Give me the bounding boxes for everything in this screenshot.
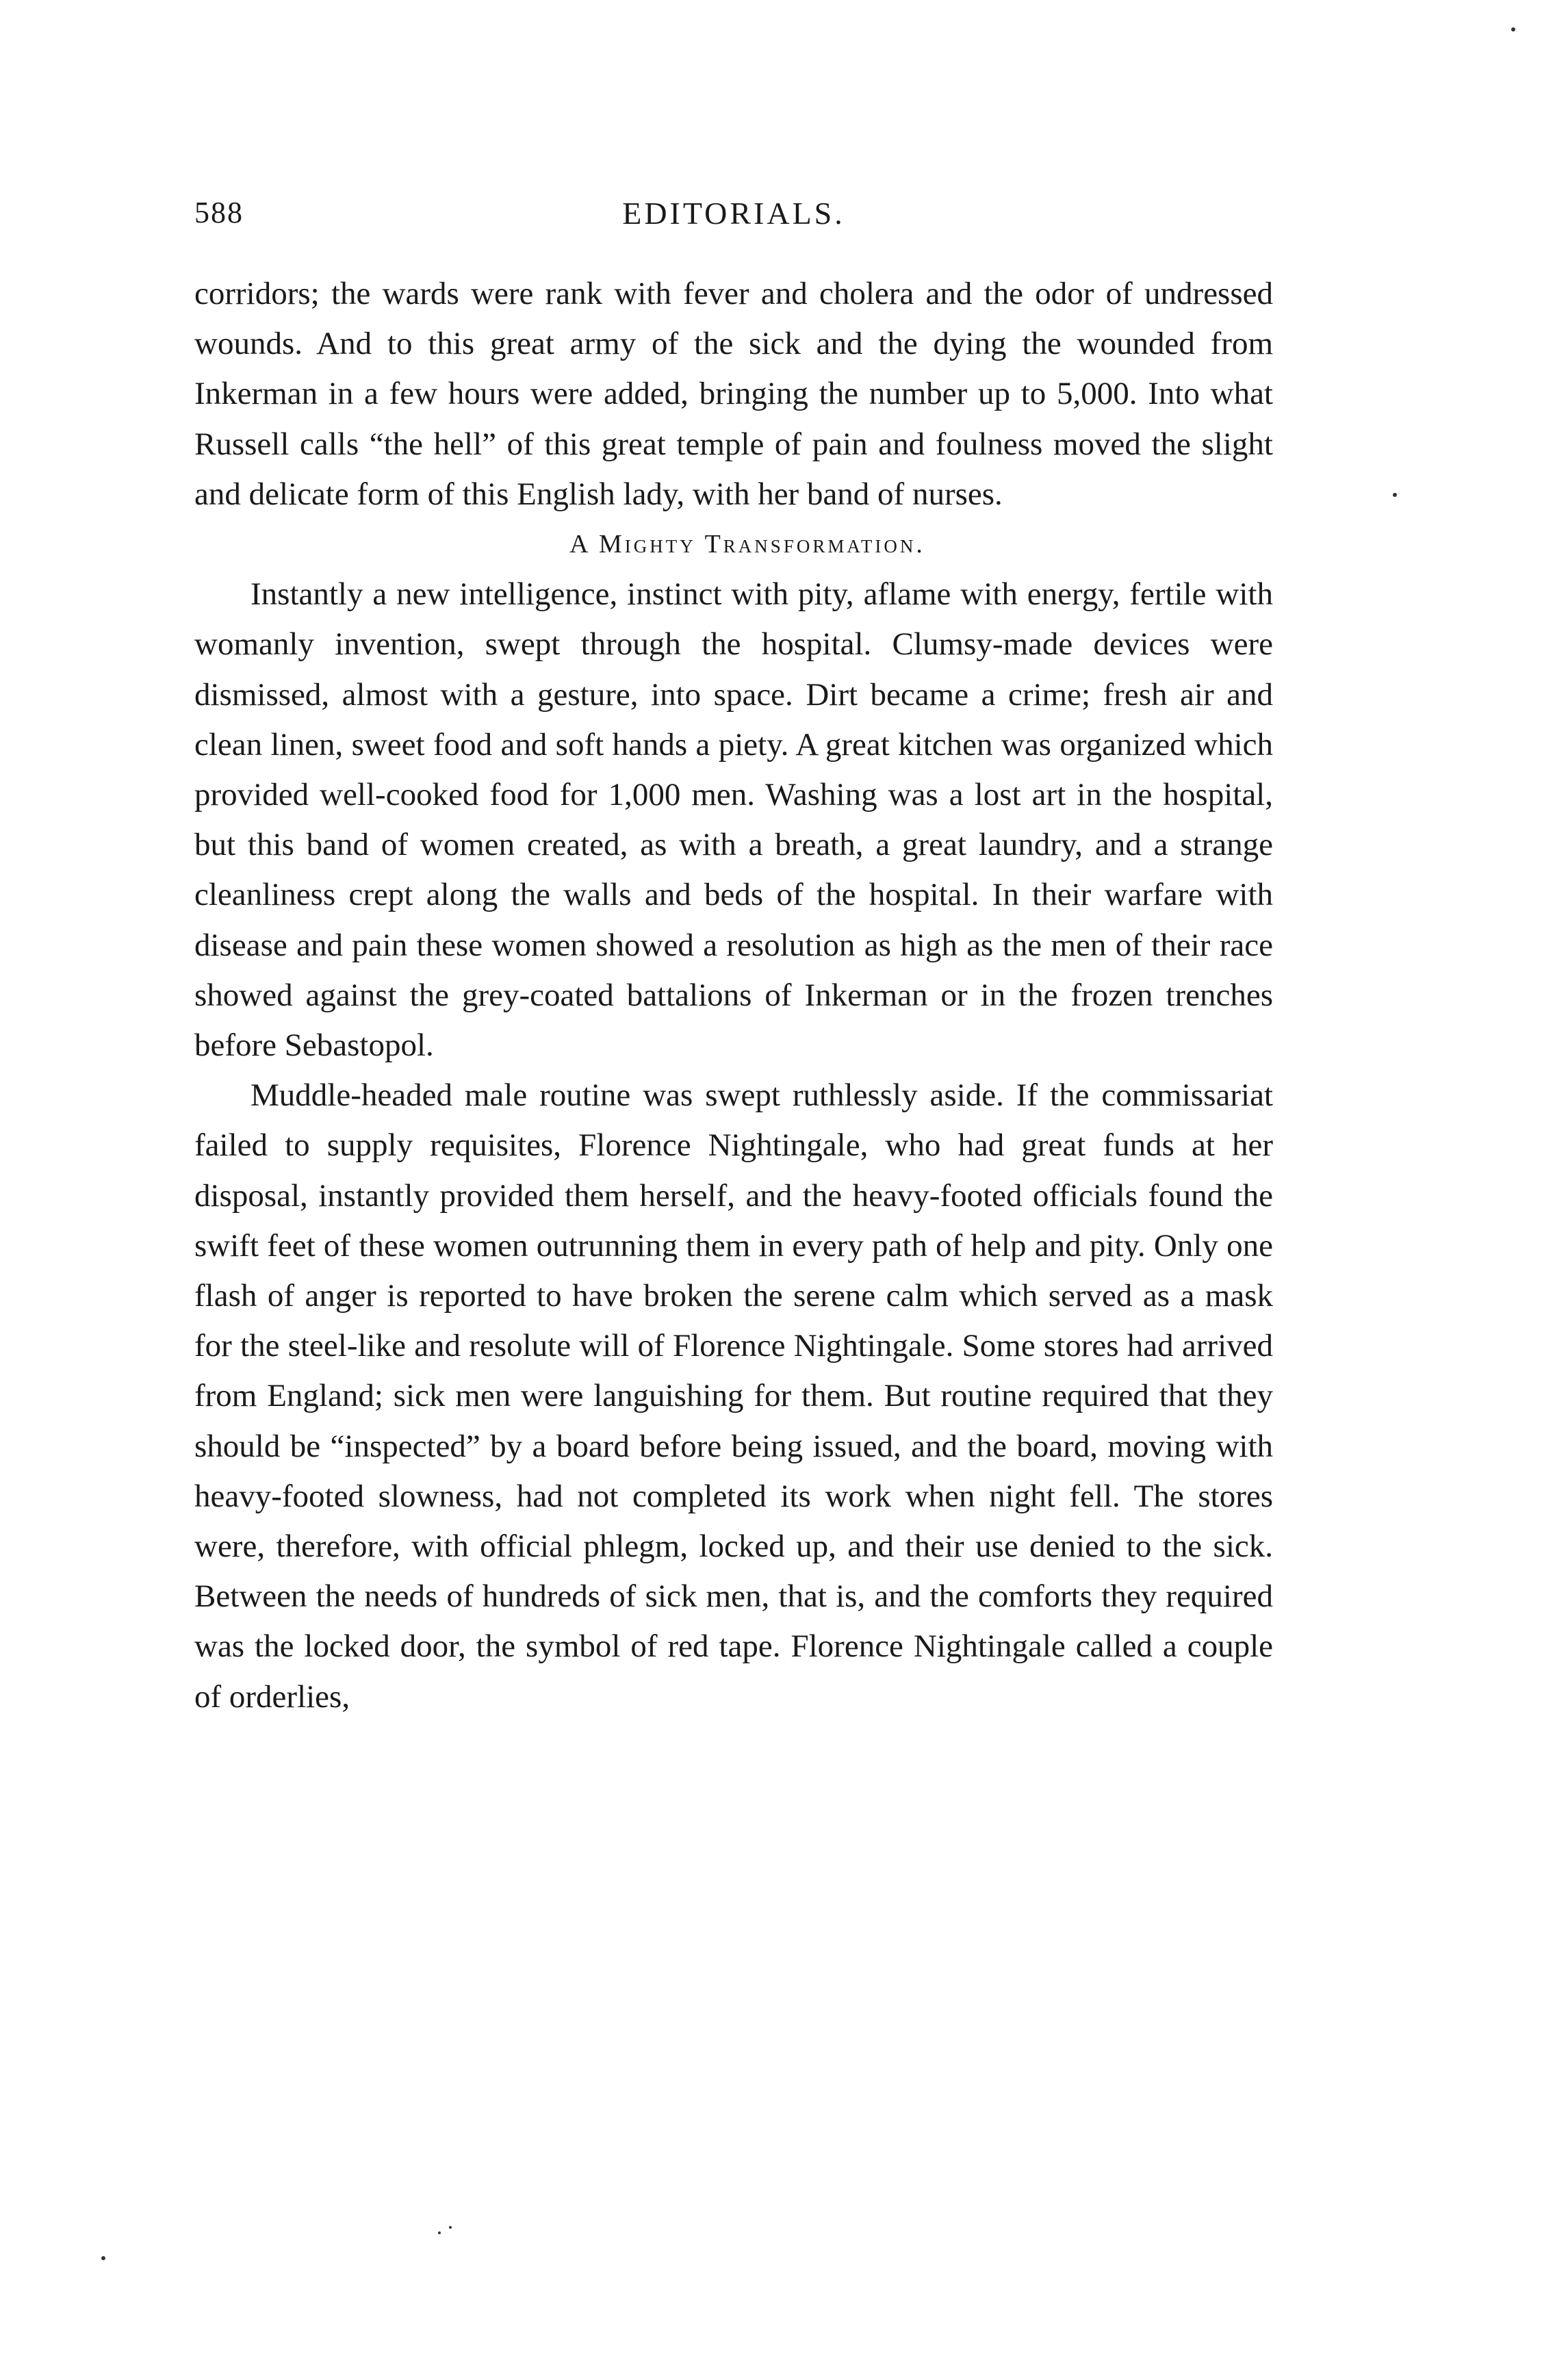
print-speck	[438, 2231, 441, 2234]
paragraph-2: Instantly a new intelligence, instinct with pity, aflame with energy, fertile with womanly invention, swept through the hospital. Clumsy-made devices were dismissed, almost with a gesture, into space. Dirt became a crime; fresh air and clean linen, sweet food and soft hands a piety. A great kitchen was organized which provided well-cooked food for 1,000 men. Washing was a lost art in the hospital, but this band of women created, as with a breath, a great laundry, and a strange cleanliness crept along the walls and beds of the hospital. In their warfare with disease and pain these women showed a resolution as high as the men of their race showed against the grey-coated battalions of Inkerman or in the frozen trenches before Sebastopol.	[194, 576, 1273, 1064]
print-speck	[1511, 27, 1515, 31]
page-header	[194, 195, 1273, 236]
print-speck	[449, 2226, 452, 2229]
page-number: 588	[194, 196, 244, 229]
body-text	[194, 269, 1273, 1722]
section-heading: A Mighty Transformation.	[569, 530, 925, 559]
paragraph-3: Muddle-headed male routine was swept ruthlessly aside. If the commissariat failed to supply requisites, Florence Nightingale, who had great funds at her disposal, instantly provided them herself, and the heavy-footed officials found the swift feet of these women outrunning them in every path of help and pity. Only one flash of anger is reported to have broken the serene calm which served as a mask for the steel-like and resolute will of Florence Nightingale. Some stores had arrived from England; sick men were languishing for them. But routine required that they should be “inspected” by a board before being issued, and the board, moving with heavy-footed slowness, had not completed its work when night fell. The stores were, therefore, with official phlegm, locked up, and their use denied to the sick. Between the needs of hundreds of sick men, that is, and the comforts they required was the locked door, the symbol of red tape. Florence Nightingale called a couple of orderlies,	[194, 1077, 1273, 1715]
running-head: EDITORIALS.	[622, 196, 845, 231]
print-speck	[1393, 493, 1397, 497]
print-speck	[101, 2256, 105, 2260]
paragraph-1: corridors; the wards were rank with fever and cholera and the odor of undressed wounds. And to this great army of the sick and the dying the wounded from Inkerman in a few hours were added, bringing the number up to 5,000. Into what Russell calls “the hell” of this great temple of pain and foulness moved the slight and delicate form of this English lady, with her band of nurses.	[194, 276, 1273, 512]
